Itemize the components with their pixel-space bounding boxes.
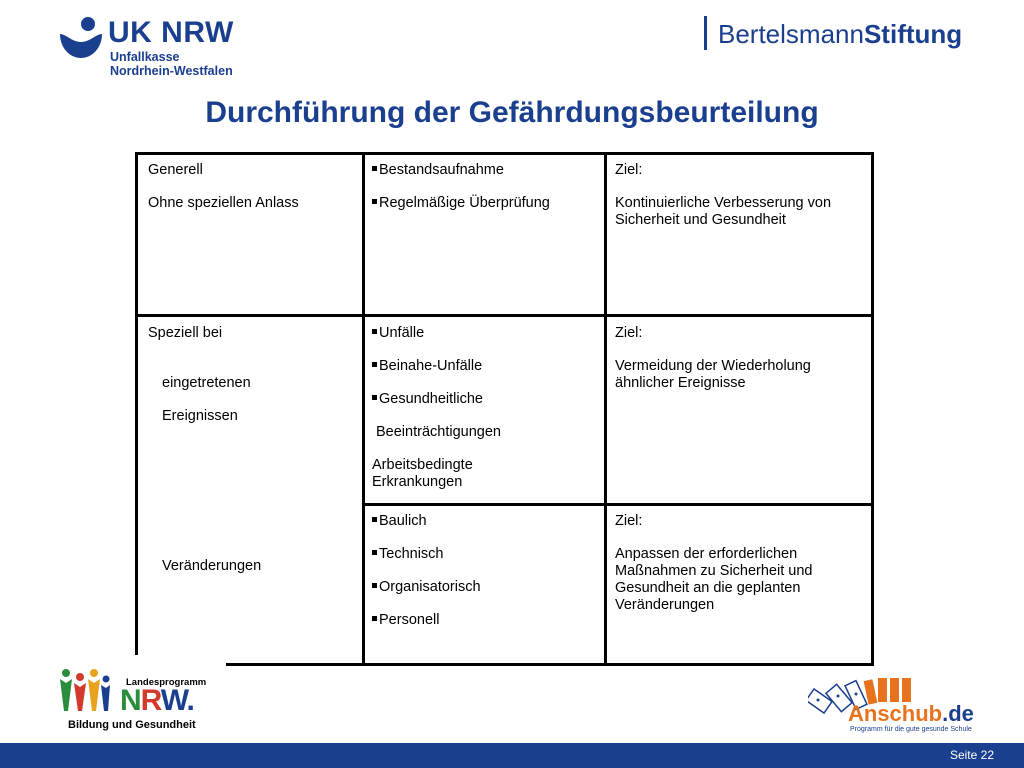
list-item: Regelmäßige Überprüfung — [372, 195, 602, 212]
bertelsmann-stiftung-text — [718, 18, 962, 50]
table-divider-v2 — [604, 155, 607, 663]
bs-part1: Bertelsmann — [718, 19, 864, 49]
goal-label: Ziel: — [615, 162, 643, 178]
uk-nrw-subtitle-2: Nordrhein-Westfalen — [110, 64, 233, 78]
landesprogramm-subtitle: Bildung und Gesundheit — [68, 719, 196, 731]
row1-col3 — [615, 162, 865, 245]
anschub-tagline: Programm für die gute gesunde Schule — [850, 726, 972, 733]
goal-text: Vermeidung der Wiederholung ähnlicher Ereignisse — [615, 358, 811, 391]
goal-label: Ziel: — [615, 325, 643, 341]
cell-text: Veränderungen — [162, 558, 262, 574]
people-figures-icon — [58, 665, 110, 713]
list-item: Gesundheitliche — [372, 391, 602, 408]
row2-col3 — [615, 325, 865, 408]
footer-bar — [0, 743, 1024, 768]
bertelsmann-stiftung-logo — [704, 16, 984, 56]
list-item: Beinahe-Unfälle — [372, 358, 602, 375]
cell-text: eingetretenen — [162, 375, 251, 391]
uk-nrw-logo — [58, 14, 258, 84]
bullet-icon — [372, 329, 377, 334]
list-item: Baulich — [372, 513, 602, 530]
row1-col1 — [148, 162, 358, 228]
logo-divider — [704, 16, 707, 50]
list-item: Beeinträchtigungen — [376, 424, 501, 440]
list-item: Bestandsaufnahme — [372, 162, 602, 179]
cell-text: Ohne speziellen Anlass — [148, 195, 299, 211]
bullet-icon — [372, 166, 377, 171]
bs-part2: Stiftung — [863, 19, 963, 49]
bullet-icon — [372, 616, 377, 621]
row3-col2 — [372, 513, 602, 645]
bullet-icon — [372, 583, 377, 588]
bullet-icon — [372, 517, 377, 522]
nrw-wordmark: NRW. — [120, 684, 194, 717]
cell-text: Speziell bei — [148, 325, 223, 341]
uk-nrw-name: UK NRW — [108, 16, 234, 49]
list-item: Technisch — [372, 546, 602, 563]
cell-text: Ereignissen — [162, 408, 238, 424]
anschub-logo — [808, 676, 984, 738]
page-title: Durchführung der Gefährdungsbeurteilung — [205, 96, 819, 129]
list-item: Unfälle — [372, 325, 602, 342]
row2-col1 — [148, 325, 358, 441]
list-item: Personell — [372, 612, 602, 629]
table-divider-h1 — [138, 314, 871, 317]
uk-nrw-emblem-icon — [58, 16, 104, 60]
list-item: Organisatorisch — [372, 579, 602, 596]
goal-label: Ziel: — [615, 513, 643, 529]
bullet-icon — [372, 550, 377, 555]
row1-col2 — [372, 162, 602, 228]
landesprogramm-label: Landesprogramm — [126, 677, 207, 688]
row2-col2 — [372, 325, 602, 507]
anschub-name: Anschub.de — [848, 701, 974, 726]
goal-text: Kontinuierliche Verbesserung von Sicherheit und Gesundheit — [615, 195, 832, 228]
page-number: Seite 22 — [949, 748, 994, 762]
bullet-icon — [372, 395, 377, 400]
row3-col1 — [162, 558, 358, 591]
bullet-icon — [372, 362, 377, 367]
table-divider-v1 — [362, 155, 365, 663]
goal-text: Anpassen der erforderlichen Maßnahmen zu Sicherheit und Gesundheit an die geplanten Veränderungen — [615, 546, 813, 613]
landesprogramm-logo — [42, 655, 226, 743]
assessment-table — [135, 152, 874, 666]
uk-nrw-subtitle-1: Unfallkasse — [110, 50, 180, 64]
row3-col3 — [615, 513, 865, 630]
cell-text: Generell — [148, 162, 203, 178]
list-item: Arbeitsbedingte Erkrankungen — [372, 457, 473, 490]
bullet-icon — [372, 199, 377, 204]
